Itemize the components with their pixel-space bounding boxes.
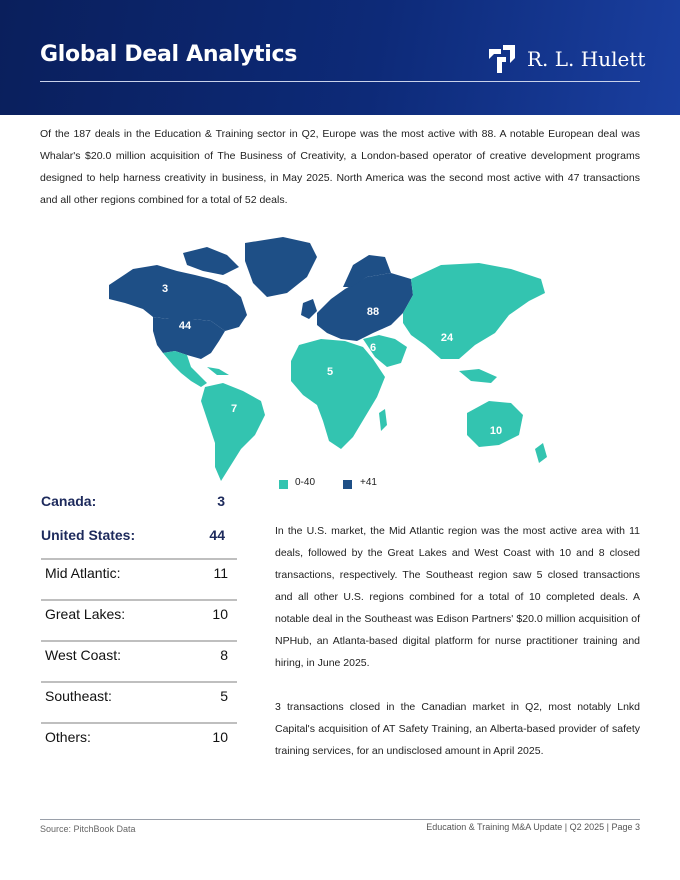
- footer-divider: [40, 819, 640, 820]
- region-label: West Coast:: [45, 647, 121, 663]
- canada-row: [41, 493, 230, 509]
- legend-label-low: 0-40: [295, 477, 316, 488]
- table-row: [45, 647, 230, 663]
- table-divider: [41, 558, 237, 560]
- map-europe: [317, 273, 413, 341]
- map-label-asia: 24: [440, 332, 454, 344]
- logo-text: R. L. Hulett: [527, 47, 646, 71]
- region-value: 10: [212, 606, 228, 622]
- table-row: [45, 729, 230, 745]
- logo-mark-icon: [487, 45, 517, 73]
- map-label-united-states: 44: [178, 320, 192, 332]
- world-map: [95, 235, 565, 485]
- us-row: [41, 527, 230, 543]
- us-market-paragraph: In the U.S. market, the Mid Atlantic region was the most active area with 11 deals, followed by the Great Lakes and West Coast with 10 and 8 closed transactions, respectively. The Southeast region saw 5 closed transactions and all other U.S. regions combined for a total of 10 completed deals. A notable deal in the Southeast was Edison Partners' $20.0 million acquisition of NPHub, an Atlanta-based digital platform for nurse practitioner training and hiring, in June 2025.: [275, 525, 640, 669]
- map-new-zealand: [535, 443, 547, 463]
- legend-label-high: +41: [360, 477, 377, 488]
- map-south-america: [201, 383, 265, 481]
- map-label-middle-east: 6: [369, 342, 377, 354]
- page-title: Global Deal Analytics: [40, 42, 298, 67]
- legend-swatch-low: [279, 480, 288, 489]
- footer-page-info: Education & Training M&A Update | Q2 2025 | Page 3: [426, 822, 640, 832]
- region-value: 5: [220, 688, 228, 704]
- table-row: [45, 565, 230, 581]
- region-value: 8: [220, 647, 228, 663]
- map-madagascar: [379, 409, 387, 431]
- map-label-europe: 88: [366, 306, 380, 318]
- map-label-africa: 5: [326, 366, 334, 378]
- map-label-oceania: 10: [489, 425, 503, 437]
- footer-source: Source: PitchBook Data: [40, 824, 136, 834]
- us-label: United States:: [41, 527, 136, 543]
- legend-swatch-high: [343, 480, 352, 489]
- us-value: 44: [209, 527, 225, 543]
- company-logo: [487, 45, 647, 75]
- map-label-canada: 3: [161, 283, 169, 295]
- header-divider: [40, 81, 640, 82]
- map-asia: [403, 263, 545, 359]
- map-southeast-asia: [459, 369, 497, 383]
- table-divider: [41, 640, 237, 642]
- region-label: Great Lakes:: [45, 606, 126, 622]
- map-uk: [301, 299, 317, 319]
- table-divider: [41, 599, 237, 601]
- table-row: [45, 688, 230, 704]
- region-label: Others:: [45, 729, 91, 745]
- region-value: 11: [213, 565, 228, 581]
- canada-value: 3: [217, 493, 225, 509]
- canada-market-paragraph: 3 transactions closed in the Canadian market in Q2, most notably Lnkd Capital's acquisition of AT Safety Training, an Alberta-based provider of safety training services, for an undisclosed amount in April 2025.: [275, 701, 640, 757]
- map-label-latin-america: 7: [230, 403, 238, 415]
- region-label: Mid Atlantic:: [45, 565, 121, 581]
- map-australia: [467, 401, 523, 447]
- header-banner: [0, 0, 680, 115]
- region-label: Southeast:: [45, 688, 112, 704]
- table-divider: [41, 722, 237, 724]
- table-row: [45, 606, 230, 622]
- map-arctic-islands: [183, 247, 239, 275]
- intro-paragraph: Of the 187 deals in the Education & Training sector in Q2, Europe was the most active with 88. A notable European deal was Whalar's $20.0 million acquisition of The Business of Creativity, a London-based operator of creative development programs designed to help harness creativity in business, in May 2025. North America was the second most active with 47 transactions and all other regions combined for a total of 52 deals.: [40, 128, 640, 206]
- map-africa: [291, 339, 385, 449]
- table-divider: [41, 681, 237, 683]
- canada-label: Canada:: [41, 493, 97, 509]
- map-caribbean: [207, 367, 229, 375]
- region-value: 10: [212, 729, 228, 745]
- map-greenland: [245, 237, 317, 297]
